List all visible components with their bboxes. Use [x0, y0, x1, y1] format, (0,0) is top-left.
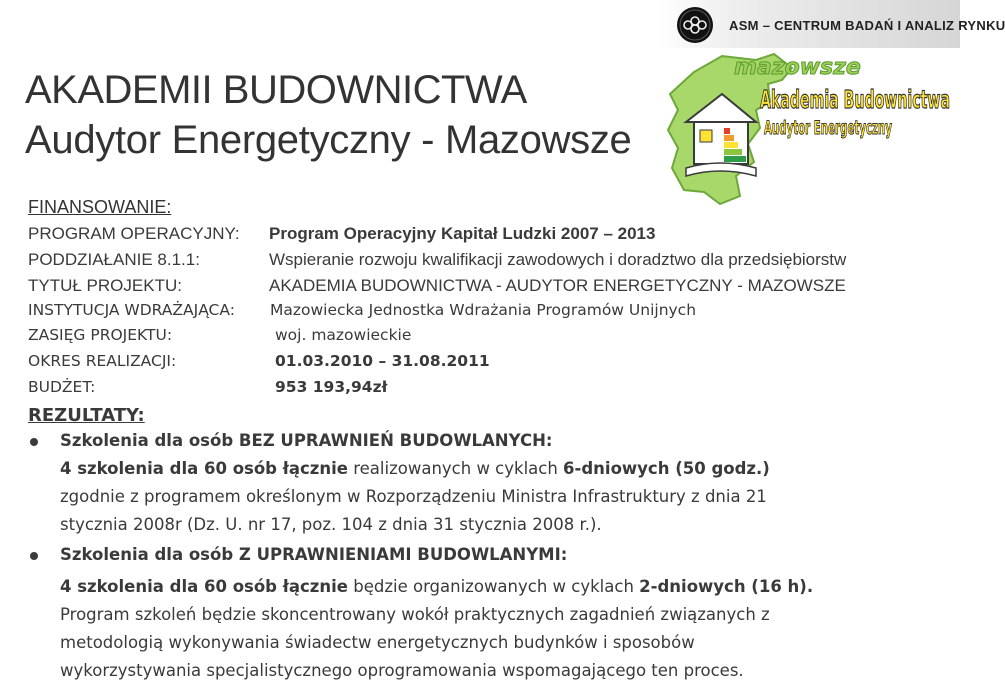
- financing-heading: FINANSOWANIE:: [28, 197, 172, 217]
- results-heading: REZULTATY:: [28, 405, 145, 426]
- info-value: 01.03.2010 – 31.08.2011: [275, 352, 490, 370]
- info-value: AKADEMIA BUDOWNICTWA - AUDYTOR ENERGETYCZNY - MAZOWSZE: [269, 276, 846, 295]
- info-label: PODDZIAŁANIE 8.1.1:: [28, 250, 200, 269]
- info-value: Program Operacyjny Kapitał Ludzki 2007 – 2013: [269, 224, 656, 243]
- results-bullet2-line5: wykorzystywania specjalistycznego oprogramowania wspomagającego ten proces.: [60, 661, 744, 680]
- normal-text: realizowanych w cyklach: [347, 459, 564, 478]
- bold-text: 4 szkolenia dla 60 osób łącznie: [60, 577, 348, 596]
- bold-text: 2-dniowych (16 h).: [639, 577, 814, 596]
- bullet-dot-icon: [30, 438, 38, 446]
- akademia-budownictwa-logo: [664, 50, 958, 208]
- page-title-line1: AKADEMII BUDOWNICTWA: [25, 68, 527, 112]
- asm-logo-icon: [676, 6, 714, 44]
- results-bullet2-heading: Szkolenia dla osób Z UPRAWNIENIAMI BUDOWLANYMI:: [60, 545, 568, 564]
- info-label: BUDŻET:: [28, 378, 96, 396]
- info-value: 953 193,94zł: [275, 378, 388, 396]
- results-bullet1-line3: zgodnie z programem określonym w Rozporządzeniu Ministra Infrastruktury z dnia 21: [60, 487, 767, 506]
- info-label: ZASIĘG PROJEKTU:: [28, 326, 173, 344]
- results-bullet1-line2: [60, 459, 770, 478]
- results-bullet1-line4: stycznia 2008r (Dz. U. nr 17, poz. 104 z dnia 31 stycznia 2008 r.).: [60, 515, 602, 534]
- results-bullet2-line4: metodologią wykonywania świadectw energetycznych budynków i sposobów: [60, 633, 695, 652]
- info-value: Mazowiecka Jednostka Wdrażania Programów Unijnych: [270, 301, 697, 319]
- bold-text: 4 szkolenia dla 60 osób łącznie: [60, 459, 348, 478]
- normal-text: będzie organizowanych w cyklach: [347, 577, 640, 596]
- info-label: INSTYTUCJA WDRAŻAJĄCA:: [28, 301, 235, 319]
- results-bullet2-line2: [60, 577, 813, 596]
- bold-text: 6-dniowych (50 godz.): [563, 459, 770, 478]
- header-white-area: [0, 0, 658, 48]
- results-bullet2-line3: Program szkoleń będzie skoncentrowany wokół praktycznych zagadnień związanych z: [60, 605, 770, 624]
- info-value: Wspieranie rozwoju kwalifikacji zawodowych i doradztwo dla przedsiębiorstw: [269, 250, 847, 269]
- info-label: OKRES REALIZACJI:: [28, 352, 177, 370]
- info-label: TYTUŁ PROJEKTU:: [28, 276, 182, 295]
- header-bar: [0, 0, 1005, 48]
- results-bullet1-heading: Szkolenia dla osób BEZ UPRAWNIEŃ BUDOWLANYCH:: [60, 431, 553, 450]
- logo-name-text: Akademia Budownictwa: [760, 85, 950, 114]
- info-value: woj. mazowieckie: [275, 326, 412, 344]
- logo-region-text: mazowsze: [734, 55, 861, 80]
- logo-subtitle-text: Audytor Energetyczny: [764, 117, 893, 139]
- info-label: PROGRAM OPERACYJNY:: [28, 224, 240, 243]
- company-name: ASM – CENTRUM BADAŃ I ANALIZ RYNKU: [729, 18, 1005, 33]
- bullet-dot-icon: [30, 552, 38, 560]
- page-title-line2: Audytor Energetyczny - Mazowsze: [25, 118, 632, 162]
